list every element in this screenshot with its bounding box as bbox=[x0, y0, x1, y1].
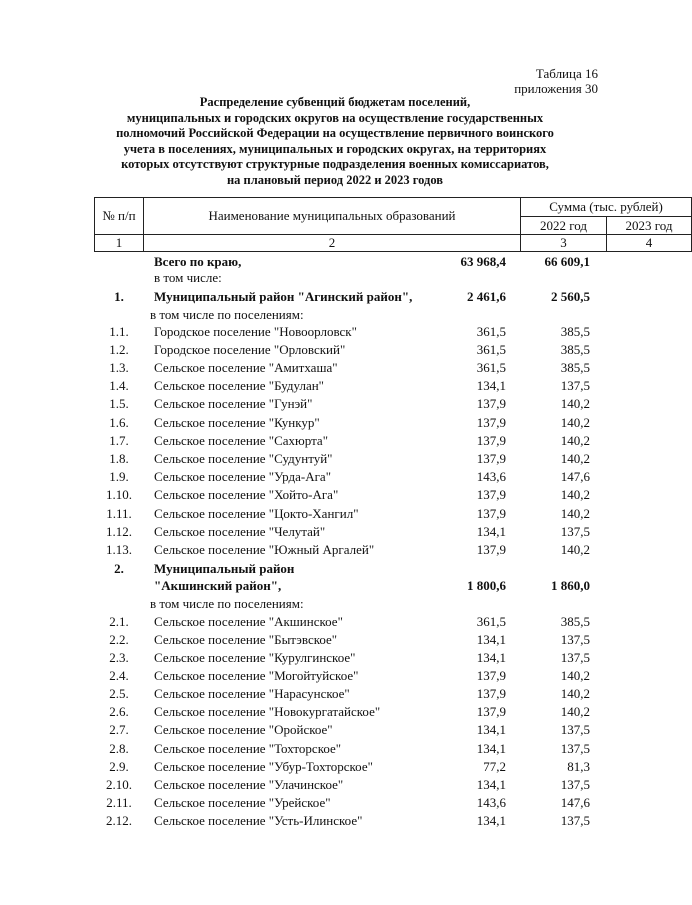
table-row bbox=[0, 378, 640, 396]
row-value-2023: 137,5 bbox=[560, 722, 590, 737]
row-value-2022: 361,5 bbox=[476, 324, 506, 339]
row-name: в том числе по поселениям: bbox=[150, 596, 304, 611]
row-number: 1.7. bbox=[109, 433, 129, 448]
row-value-2022: 143,6 bbox=[476, 795, 506, 810]
document-title bbox=[95, 95, 575, 188]
header-index-1: 1 bbox=[94, 234, 144, 252]
row-value-2022: 134,1 bbox=[476, 632, 506, 647]
row-value-2022: 137,9 bbox=[476, 433, 506, 448]
table-row bbox=[0, 650, 640, 668]
row-number: 2.2. bbox=[109, 632, 129, 647]
row-number: 2.11. bbox=[106, 795, 132, 810]
row-value-2023: 385,5 bbox=[560, 342, 590, 357]
row-value-2023: 137,5 bbox=[560, 650, 590, 665]
row-name: Сельское поселение "Тохторское" bbox=[154, 741, 342, 756]
row-name: Сельское поселение "Улачинское" bbox=[154, 777, 344, 792]
row-value-2022: 134,1 bbox=[476, 524, 506, 539]
row-value-2022: 134,1 bbox=[476, 650, 506, 665]
row-value-2022: 134,1 bbox=[476, 813, 506, 828]
row-number: 1.3. bbox=[109, 360, 129, 375]
row-number: 1.8. bbox=[109, 451, 129, 466]
row-number: 1.6. bbox=[109, 415, 129, 430]
row-name: Сельское поселение "Гунэй" bbox=[154, 396, 313, 411]
table-number: Таблица 16 bbox=[535, 66, 598, 81]
row-value-2023: 140,2 bbox=[560, 542, 590, 557]
row-name: Сельское поселение "Южный Аргалей" bbox=[154, 542, 375, 557]
row-number: 2.8. bbox=[109, 741, 129, 756]
header-2023: 2023 год bbox=[606, 216, 692, 235]
row-name: Сельское поселение "Курулгинское" bbox=[154, 650, 356, 665]
row-value-2023: 2 560,5 bbox=[551, 289, 590, 304]
row-name: Муниципальный район bbox=[154, 561, 295, 576]
table-row bbox=[0, 506, 640, 524]
table-row bbox=[0, 686, 640, 704]
row-name: Сельское поселение "Новокургатайское" bbox=[154, 704, 381, 719]
table-row bbox=[0, 451, 640, 469]
row-value-2023: 140,2 bbox=[560, 396, 590, 411]
row-value-2022: 2 461,6 bbox=[467, 289, 506, 304]
row-name: Сельское поселение "Амитхаша" bbox=[154, 360, 338, 375]
row-name: Сельское поселение "Акшинское" bbox=[154, 614, 343, 629]
table-row bbox=[0, 324, 640, 342]
header-num: № п/п bbox=[94, 197, 144, 235]
row-value-2023: 137,5 bbox=[560, 741, 590, 756]
row-value-2023: 147,6 bbox=[560, 795, 590, 810]
table-reference bbox=[514, 66, 598, 96]
row-name: Городское поселение "Новоорловск" bbox=[154, 324, 357, 339]
table-row bbox=[0, 777, 640, 795]
row-name: Сельское поселение "Урда-Ага" bbox=[154, 469, 331, 484]
row-name: Всего по краю, bbox=[154, 254, 242, 269]
row-value-2023: 385,5 bbox=[560, 324, 590, 339]
row-value-2023: 147,6 bbox=[560, 469, 590, 484]
row-value-2023: 140,2 bbox=[560, 433, 590, 448]
row-number: 1. bbox=[114, 289, 124, 304]
row-name: Сельское поселение "Убур-Тохторское" bbox=[154, 759, 373, 774]
table-row bbox=[0, 759, 640, 777]
row-value-2022: 137,9 bbox=[476, 506, 506, 521]
row-value-2023: 140,2 bbox=[560, 506, 590, 521]
title-line: учета в поселениях, муниципальных и городских округах, на территориях bbox=[123, 141, 547, 156]
row-value-2022: 137,9 bbox=[476, 686, 506, 701]
header-index-2: 2 bbox=[143, 234, 521, 252]
row-name: Сельское поселение "Судунтуй" bbox=[154, 451, 333, 466]
row-value-2022: 137,9 bbox=[476, 704, 506, 719]
table-row bbox=[0, 307, 640, 325]
row-value-2023: 137,5 bbox=[560, 813, 590, 828]
row-name: в том числе по поселениям: bbox=[150, 307, 304, 322]
table-row bbox=[0, 487, 640, 505]
table-row bbox=[0, 415, 640, 433]
row-value-2023: 81,3 bbox=[567, 759, 590, 774]
row-name: Сельское поселение "Цокто-Хангил" bbox=[154, 506, 359, 521]
row-number: 1.4. bbox=[109, 378, 129, 393]
row-value-2022: 361,5 bbox=[476, 360, 506, 375]
table-row bbox=[0, 813, 640, 831]
row-number: 2.4. bbox=[109, 668, 129, 683]
row-name: "Акшинский район", bbox=[154, 578, 282, 593]
table-row bbox=[0, 795, 640, 813]
row-number: 2.12. bbox=[106, 813, 132, 828]
row-value-2023: 140,2 bbox=[560, 686, 590, 701]
row-number: 1.10. bbox=[106, 487, 132, 502]
title-line: Распределение субвенций бюджетам поселений, bbox=[199, 95, 471, 109]
table-row bbox=[0, 668, 640, 686]
table-row bbox=[0, 741, 640, 759]
row-name: Сельское поселение "Урейское" bbox=[154, 795, 331, 810]
row-value-2022: 63 968,4 bbox=[460, 254, 506, 269]
row-name: Муниципальный район "Агинский район", bbox=[154, 289, 413, 304]
row-name: в том числе: bbox=[154, 270, 222, 285]
row-number: 2.6. bbox=[109, 704, 129, 719]
table-row bbox=[0, 524, 640, 542]
row-number: 2.9. bbox=[109, 759, 129, 774]
table-row bbox=[0, 433, 640, 451]
row-value-2023: 140,2 bbox=[560, 487, 590, 502]
row-value-2022: 361,5 bbox=[476, 342, 506, 357]
table-row bbox=[0, 396, 640, 414]
table-row bbox=[0, 542, 640, 560]
appendix-number: приложения 30 bbox=[514, 81, 598, 96]
row-number: 1.9. bbox=[109, 469, 129, 484]
row-value-2023: 140,2 bbox=[560, 668, 590, 683]
row-value-2023: 1 860,0 bbox=[551, 578, 590, 593]
row-value-2022: 137,9 bbox=[476, 396, 506, 411]
row-name: Сельское поселение "Кункур" bbox=[154, 415, 320, 430]
header-name: Наименование муниципальных образований bbox=[143, 197, 521, 235]
row-number: 1.11. bbox=[106, 506, 132, 521]
row-number: 1.13. bbox=[106, 542, 132, 557]
row-value-2022: 134,1 bbox=[476, 777, 506, 792]
row-number: 2.1. bbox=[109, 614, 129, 629]
header-index-3: 3 bbox=[520, 234, 607, 252]
row-name: Сельское поселение "Сахюрта" bbox=[154, 433, 328, 448]
row-name: Сельское поселение "Нарасунское" bbox=[154, 686, 350, 701]
header-sum: Сумма (тыс. рублей) bbox=[520, 197, 692, 217]
row-name: Сельское поселение "Оройское" bbox=[154, 722, 333, 737]
row-number: 1.12. bbox=[106, 524, 132, 539]
title-line: полномочий Российской Федерации на осуществление первичного воинского bbox=[116, 126, 554, 140]
row-number: 2.10. bbox=[106, 777, 132, 792]
row-value-2022: 137,9 bbox=[476, 415, 506, 430]
row-value-2022: 1 800,6 bbox=[467, 578, 506, 593]
row-name: Сельское поселение "Будулан" bbox=[154, 378, 324, 393]
table-row bbox=[0, 469, 640, 487]
table-row bbox=[0, 632, 640, 650]
row-value-2022: 134,1 bbox=[476, 741, 506, 756]
row-name: Сельское поселение "Челутай" bbox=[154, 524, 326, 539]
row-number: 1.2. bbox=[109, 342, 129, 357]
row-value-2022: 137,9 bbox=[476, 668, 506, 683]
row-value-2022: 134,1 bbox=[476, 722, 506, 737]
row-value-2023: 137,5 bbox=[560, 524, 590, 539]
table-row bbox=[0, 270, 640, 288]
row-value-2022: 143,6 bbox=[476, 469, 506, 484]
row-value-2023: 137,5 bbox=[560, 777, 590, 792]
header-2022: 2022 год bbox=[520, 216, 607, 235]
table-row bbox=[0, 596, 640, 614]
table-row bbox=[0, 561, 640, 579]
row-value-2023: 66 609,1 bbox=[544, 254, 590, 269]
row-value-2022: 134,1 bbox=[476, 378, 506, 393]
row-name: Сельское поселение "Хойто-Ага" bbox=[154, 487, 339, 502]
row-value-2022: 361,5 bbox=[476, 614, 506, 629]
table-row bbox=[0, 342, 640, 360]
row-value-2022: 137,9 bbox=[476, 542, 506, 557]
table-row bbox=[0, 722, 640, 740]
row-number: 1.1. bbox=[109, 324, 129, 339]
table-row bbox=[0, 704, 640, 722]
row-number: 2.5. bbox=[109, 686, 129, 701]
row-number: 2.7. bbox=[109, 722, 129, 737]
row-number: 2.3. bbox=[109, 650, 129, 665]
table-header bbox=[94, 197, 673, 257]
row-name: Сельское поселение "Усть-Илинское" bbox=[154, 813, 363, 828]
row-value-2023: 140,2 bbox=[560, 704, 590, 719]
table-row bbox=[0, 289, 640, 307]
table-row bbox=[0, 614, 640, 632]
table-row bbox=[0, 578, 640, 596]
row-value-2023: 137,5 bbox=[560, 632, 590, 647]
row-value-2023: 140,2 bbox=[560, 415, 590, 430]
row-number: 1.5. bbox=[109, 396, 129, 411]
row-value-2022: 77,2 bbox=[483, 759, 506, 774]
title-line: на плановый период 2022 и 2023 годов bbox=[226, 172, 444, 187]
title-line: муниципальных и городских округов на осуществление государственных bbox=[126, 110, 544, 125]
row-name: Сельское поселение "Бытэвское" bbox=[154, 632, 338, 647]
row-value-2023: 385,5 bbox=[560, 614, 590, 629]
row-number: 2. bbox=[114, 561, 124, 576]
row-value-2023: 385,5 bbox=[560, 360, 590, 375]
row-value-2023: 137,5 bbox=[560, 378, 590, 393]
header-index-4: 4 bbox=[606, 234, 692, 252]
table-row bbox=[0, 360, 640, 378]
row-value-2023: 140,2 bbox=[560, 451, 590, 466]
row-value-2022: 137,9 bbox=[476, 451, 506, 466]
title-line: которых отсутствуют структурные подразделения военных комиссариатов, bbox=[121, 157, 549, 171]
row-name: Сельское поселение "Могойтуйское" bbox=[154, 668, 359, 683]
row-value-2022: 137,9 bbox=[476, 487, 506, 502]
row-name: Городское поселение "Орловский" bbox=[154, 342, 346, 357]
